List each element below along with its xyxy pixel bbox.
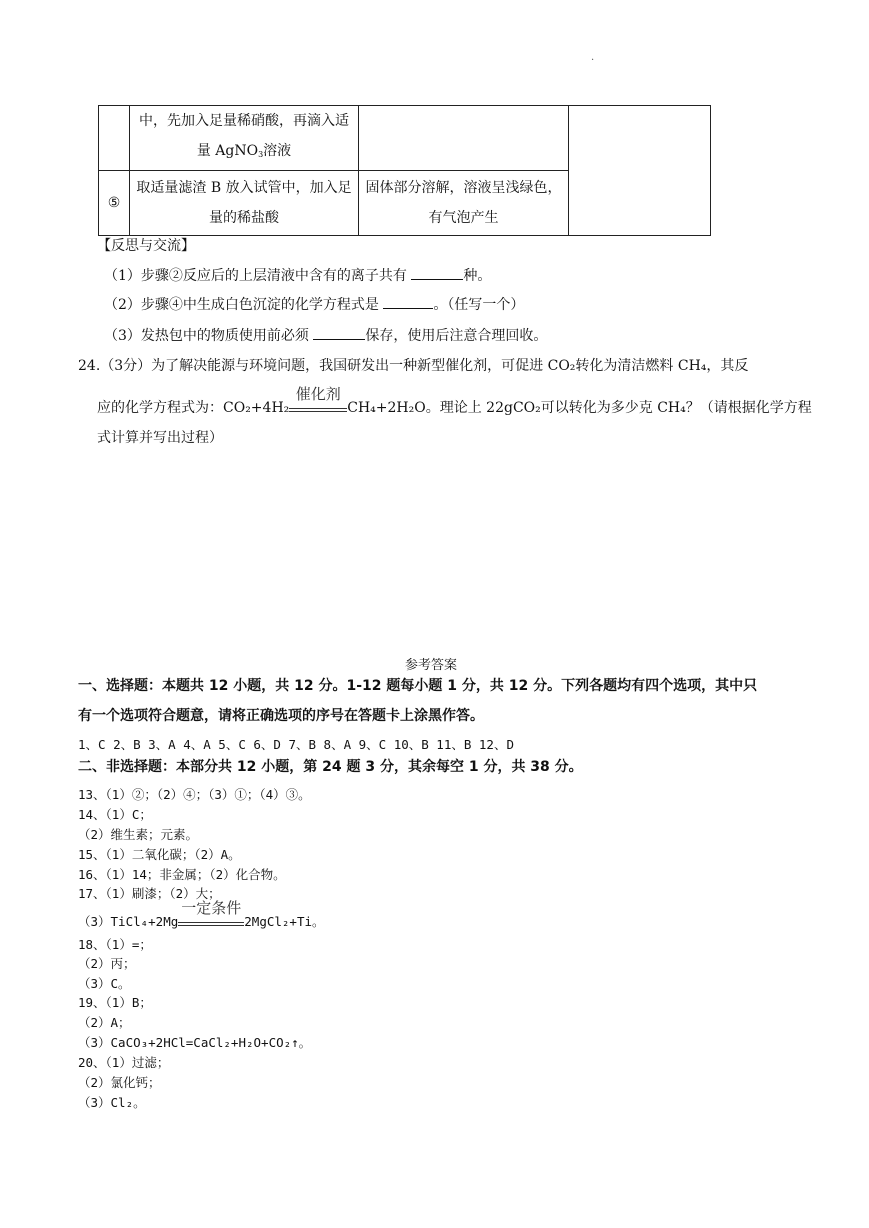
section-heading: 二、非选择题：本部分共 12 小题，第 24 题 3 分，其余每空 1 分，共 38 分。 xyxy=(78,759,583,775)
answer-line: 17、（1）刷漆；（2）大； xyxy=(78,886,221,901)
question-text: 保存，使用后注意合理回收。 xyxy=(365,328,548,344)
question-24-equation xyxy=(97,385,812,417)
operation-line xyxy=(130,136,358,170)
phenomenon-line: 固体部分溶解，溶液呈浅绿色， xyxy=(365,180,562,196)
answer-line: （3）Cl₂。 xyxy=(78,1095,146,1110)
catalyst-label: 催化剂 xyxy=(295,385,341,403)
reflection-question xyxy=(104,325,547,345)
reflection-title: 【反思与交流】 xyxy=(97,238,195,254)
answer-line: 15、（1）二氧化碳；（2）A。 xyxy=(78,847,241,862)
question-text: （1）步骤②反应后的上层清液中含有的离子共有 xyxy=(104,268,407,284)
equation-text: 2MgCl₂+Ti。 xyxy=(244,914,325,929)
step-cell: ⑤ xyxy=(99,171,130,236)
double-line-icon xyxy=(178,922,244,926)
operation-line: 取适量滤渣 B 放入试管中，加入足 xyxy=(136,180,352,196)
section-heading: 有一个选项符合题意，请将正确选项的序号在答题卡上涂黑作答。 xyxy=(78,708,484,724)
step-cell xyxy=(99,106,130,171)
operation-text: 量 AgNO xyxy=(196,143,259,159)
question-24-line: 式计算并写出过程） xyxy=(97,430,223,446)
condition-arrow xyxy=(178,899,244,926)
answer-line: （3）CaCO₃+2HCl=CaCl₂+H₂O+CO₂↑。 xyxy=(78,1035,312,1050)
answer-blank xyxy=(411,267,463,280)
choice-answers: 1、C 2、B 3、A 4、A 5、C 6、D 7、B 8、A 9、C 10、B 11、B 12、D xyxy=(78,737,514,752)
operation-line: 量的稀盐酸 xyxy=(209,210,279,226)
reflection-question xyxy=(104,265,491,285)
answer-blank xyxy=(313,327,365,340)
table-row xyxy=(99,106,711,171)
answer-line: （2）维生素；元素。 xyxy=(78,827,199,842)
answer-blank xyxy=(383,296,433,309)
equation-text: （3）TiCl₄+2Mg xyxy=(78,914,179,929)
double-line-icon xyxy=(289,408,347,412)
answer-line: 20、（1）过滤； xyxy=(78,1055,170,1070)
answer-line: 18、（1）=； xyxy=(78,937,152,952)
phenomenon-cell xyxy=(359,171,569,236)
equation-text: 应的化学方程式为：CO₂+4H₂ xyxy=(97,400,290,416)
catalyst-arrow xyxy=(289,385,347,412)
answer-line: （2）氯化钙； xyxy=(78,1075,161,1090)
conclusion-cell xyxy=(569,106,711,236)
answer-line: （2）丙； xyxy=(78,956,136,971)
experiment-table xyxy=(98,105,711,236)
operation-cell xyxy=(130,106,359,171)
subscript: 3 xyxy=(258,150,264,159)
question-text: （3）发热包中的物质使用前必须 xyxy=(104,328,309,344)
equation-text: CH₄+2H₂O。理论上 22gCO₂可以转化为多少克 CH₄？（请根据化学方程 xyxy=(347,400,812,416)
answer-line: （3）C。 xyxy=(78,976,131,991)
answer-line: 14、（1）C； xyxy=(78,807,152,822)
answer-line: （2）A； xyxy=(78,1015,131,1030)
reflection-question xyxy=(104,294,524,314)
answer-line: 19、（1）B； xyxy=(78,995,152,1010)
operation-text: 溶液 xyxy=(263,143,292,159)
operation-cell xyxy=(130,171,359,236)
answer-equation xyxy=(78,899,325,930)
condition-label: 一定条件 xyxy=(181,899,242,917)
answer-line: 16、（1）14；非金属；（2）化合物。 xyxy=(78,867,286,882)
header-dot: . xyxy=(591,52,595,63)
question-24-line: 24.（3分）为了解决能源与环境问题，我国研发出一种新型催化剂，可促进 CO₂转化为清洁燃料 CH₄，其反 xyxy=(78,358,749,374)
phenomenon-line: 有气泡产生 xyxy=(428,210,499,226)
question-text: 种。 xyxy=(463,268,492,284)
section-heading: 一、选择题：本题共 12 小题，共 12 分。1-12 题每小题 1 分，共 12 分。下列各题均有四个选项，其中只 xyxy=(78,678,758,694)
answer-line: 13、（1）②；（2）④；（3）①；（4）③。 xyxy=(78,787,311,802)
answers-title: 参考答案 xyxy=(405,658,458,673)
question-text: （2）步骤④中生成白色沉淀的化学方程式是 xyxy=(104,297,379,313)
phenomenon-cell xyxy=(359,106,569,171)
question-text: 。（任写一个） xyxy=(433,297,525,313)
operation-line: 中，先加入足量稀硝酸，再滴入适 xyxy=(139,113,349,129)
